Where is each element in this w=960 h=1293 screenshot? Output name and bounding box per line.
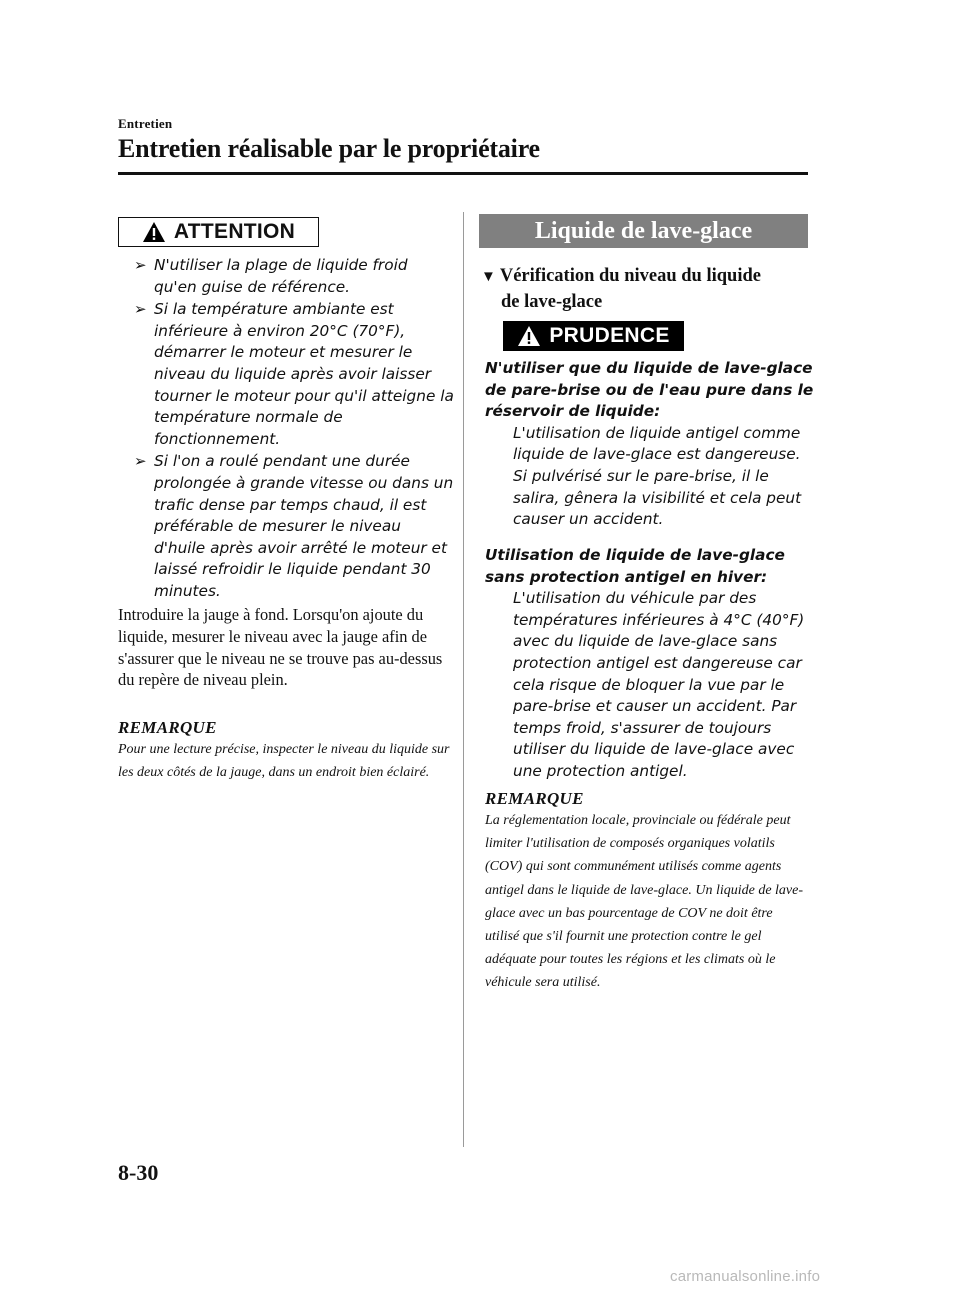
warning-triangle-icon xyxy=(517,325,541,347)
page-title: Entretien réalisable par le propriétaire xyxy=(118,134,540,163)
right-remark xyxy=(485,789,805,995)
title-rule xyxy=(118,172,808,175)
attention-label-text: ATTENTION xyxy=(173,220,296,243)
prudence-heading: Utilisation de liquide de lave-glace sans protection antigel en hiver: xyxy=(485,546,785,586)
remark-text: Pour une lecture précise, inspecter le niveau du liquide sur les deux côtés de la jauge, dans un endroit bien éclairé. xyxy=(118,742,450,781)
left-remark xyxy=(118,718,453,784)
page-number: 8-30 xyxy=(118,1160,159,1185)
dipstick-instructions: Introduire la jauge à fond. Lorsqu'on ajoute du liquide, mesurer le niveau avec la jauge afin de s'assurer que le niveau ne se trouve pas au-dessus du repère de niveau plein. xyxy=(118,605,443,690)
subheading-line2: de lave-glace xyxy=(501,291,603,312)
arrow-bullet-icon: ➢ xyxy=(134,300,147,319)
remark-heading: REMARQUE xyxy=(485,789,584,808)
triangle-down-icon: ▼ xyxy=(481,269,496,285)
prudence-label xyxy=(503,321,684,351)
prudence-block xyxy=(485,545,815,783)
attention-item-text: Si la température ambiante est inférieure à environ 20°C (70°F), démarrer le moteur et mesurer le niveau du liquide après avoir laisser tourner le moteur pour qu'il atteigne la température normale de fonctionnement. xyxy=(154,300,454,448)
attention-item-text: Si l'on a roulé pendant une durée prolongée à grande vitesse ou dans un trafic dense par temps chaud, il est préférable de mesurer le niveau d'huile après avoir arrêté le moteur et laissé refroidir le liquide pendant 30 minutes. xyxy=(154,452,454,600)
attention-list xyxy=(134,255,454,604)
attention-item xyxy=(134,299,454,450)
arrow-bullet-icon: ➢ xyxy=(134,256,147,274)
prudence-text: L'utilisation de liquide antigel comme liquide de lave-glace est dangereuse. Si pulvérisé sur le pare-brise, il le salira, gênera la visibilité et cela peut causer un accident. xyxy=(513,423,802,529)
watermark: carmanualsonline.info xyxy=(670,1268,821,1285)
arrow-bullet-icon: ➢ xyxy=(134,452,147,471)
column-divider xyxy=(463,212,464,1147)
subheading-line1: Vérification du niveau du liquide xyxy=(499,266,761,286)
attention-item xyxy=(134,255,454,298)
prudence-text: L'utilisation du véhicule par des températures inférieures à 4°C (40°F) avec du liquide de lave-glace sans protection antigel est dangereuse car cela risque de bloquer la vue par le pare-brise et causer un accident. Par temps froid, s'assurer de toujours utiliser du liquide de lave-glace avec une protection antigel. xyxy=(513,589,805,780)
section-title-bar: Liquide de lave-glace xyxy=(479,214,808,248)
attention-item-text: N'utiliser la plage de liquide froid qu'en guise de référence. xyxy=(154,256,408,296)
prudence-block xyxy=(485,358,815,531)
attention-label xyxy=(118,217,319,247)
attention-item xyxy=(134,451,454,602)
prudence-label-text: PRUDENCE xyxy=(549,324,670,347)
section-label: Entretien xyxy=(118,116,173,131)
subheading xyxy=(481,264,811,314)
prudence-heading: N'utiliser que du liquide de lave-glace de pare-brise ou de l'eau pure dans le réservoir de liquide: xyxy=(485,359,814,421)
remark-text: La réglementation locale, provinciale ou fédérale peut limiter l'utilisation de composés organiques volatils (COV) qui sont communément utilisés comme agents antigel dans le liquide de lave-glace. Un liquide de lave-glace avec un bas pourcentage de COV ne doit être utilisé que s'il fournit une protection contre le gel adéquate pour toutes les régions et les climats où le véhicule sera utilisé. xyxy=(485,813,804,991)
warning-triangle-icon xyxy=(142,221,166,243)
remark-heading: REMARQUE xyxy=(118,718,217,737)
